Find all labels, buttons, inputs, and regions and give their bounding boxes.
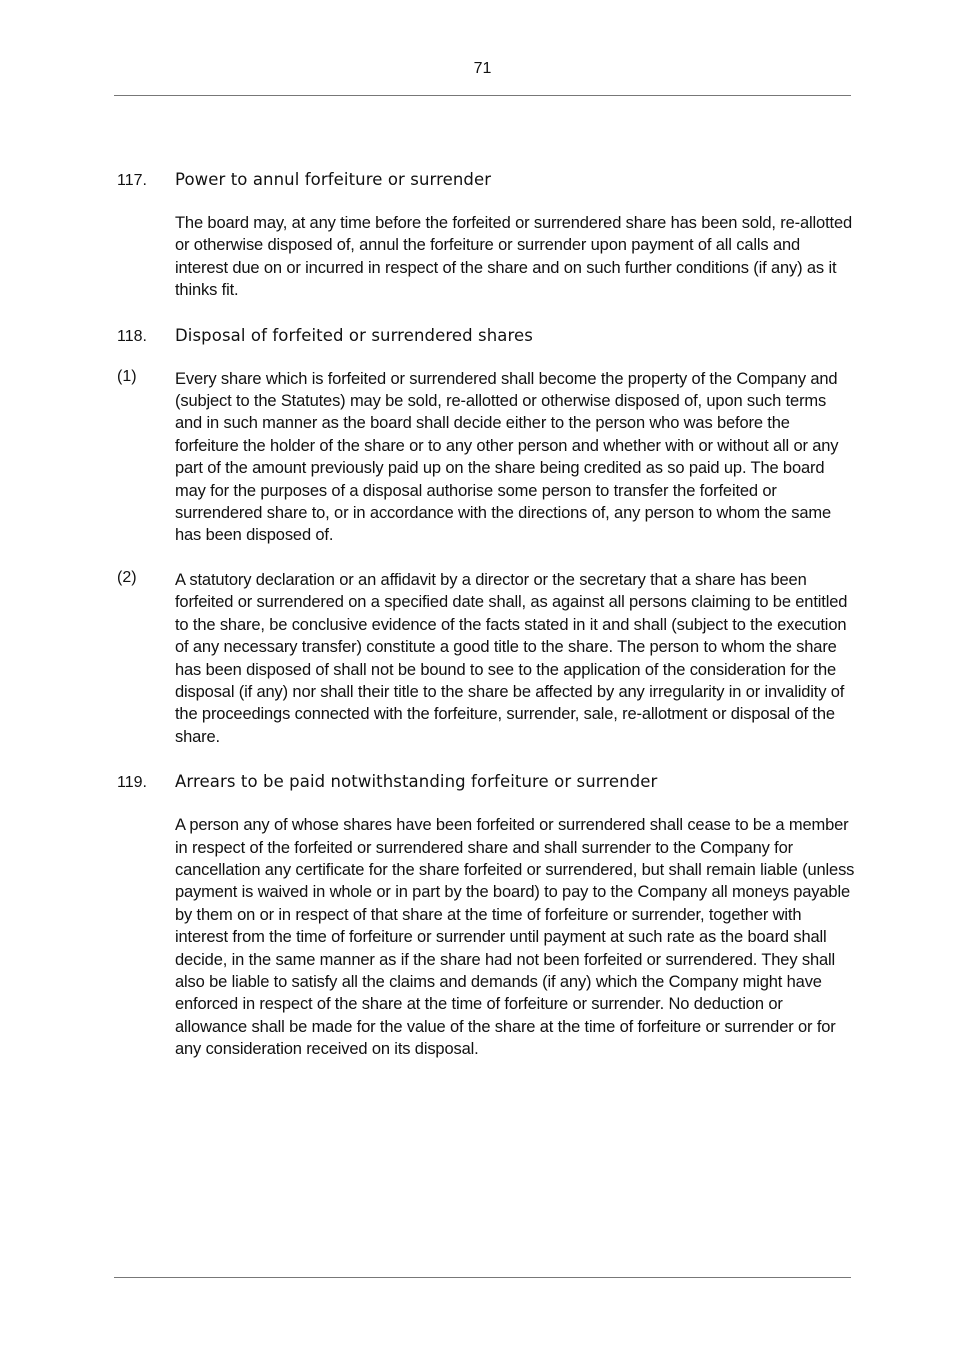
section-number: 119. <box>117 774 147 792</box>
section-118-paragraph-2 <box>117 569 857 748</box>
section-119-heading <box>117 772 857 792</box>
section-title: Arrears to be paid notwithstanding forfeiture or surrender <box>175 772 658 792</box>
paragraph-text: A statutory declaration or an affidavit by a director or the secretary that a share has been forfeited or surrendered on a specified date shall, as against all persons claiming to be entitled to the share, be conclusive evidence of the facts stated in it and shall (subject to the execution of any necessary transfer) constitute a good title to the share. The person to whom the share has been disposed of shall not be bound to see to the application of the consideration for the disposal (if any) nor shall their title to the share be affected by any irregularity in or invalidity of the proceedings connected with the forfeiture, surrender, sale, re-allotment or disposal of the share. <box>175 570 848 746</box>
page-number: 71 <box>473 60 492 77</box>
paragraph-text: Every share which is forfeited or surrendered shall become the property of the Company and (subject to the Statutes) may be sold, re-allotted or otherwise disposed of, upon such terms and in such manner as the board shall decide either to the person who was before the forfeiture the holder of the share or to any other person and whether with or without all or any part of the amount previously paid up on the share being credited as so paid up. The board may for the purposes of a disposal authorise some person to transfer the forfeited or surrendered share to, or in accordance with the directions of, any person to whom the same has been disposed of. <box>175 369 839 545</box>
section-title: Disposal of forfeited or surrendered shares <box>175 325 533 345</box>
header-rule <box>114 95 851 96</box>
paragraph-label: (2) <box>117 568 137 586</box>
footer-rule <box>114 1277 851 1278</box>
section-117-body: The board may, at any time before the forfeited or surrendered share has been sold, re-allotted or otherwise disposed of, annul the forfeiture or surrender upon payment of all calls and interest due on or incurred in respect of the share and on such further conditions (if any) as it thinks fit. <box>175 214 853 300</box>
section-118-paragraph-1 <box>117 368 857 547</box>
section-number: 118. <box>117 327 147 345</box>
paragraph-label: (1) <box>117 367 137 385</box>
section-119-body: A person any of whose shares have been forfeited or surrendered shall cease to be a member in respect of the forfeited or surrendered share and shall surrender to the Company for cancellation any certificate for the share forfeited or surrendered, but shall remain liable (unless payment is waived in whole or in part by the board) to pay to the Company all moneys payable by them on or in respect of that share at the time of forfeiture or surrender, together with interest from the time of forfeiture or surrender until payment at such rate as the board shall decide, in the same manner as if the share had not been forfeited or surrendered. They shall also be liable to satisfy all the claims and demands (if any) which the Company might have enforced in respect of the share at the time of forfeiture or surrender. No deduction or allowance shall be made for the value of the share at the time of forfeiture or surrender or for any consideration received on its disposal. <box>175 816 855 1059</box>
document-body <box>117 170 857 1061</box>
section-title: Power to annul forfeiture or surrender <box>175 170 492 189</box>
section-118-heading <box>117 326 857 346</box>
section-117-heading <box>117 170 857 190</box>
section-number: 117. <box>117 172 147 189</box>
